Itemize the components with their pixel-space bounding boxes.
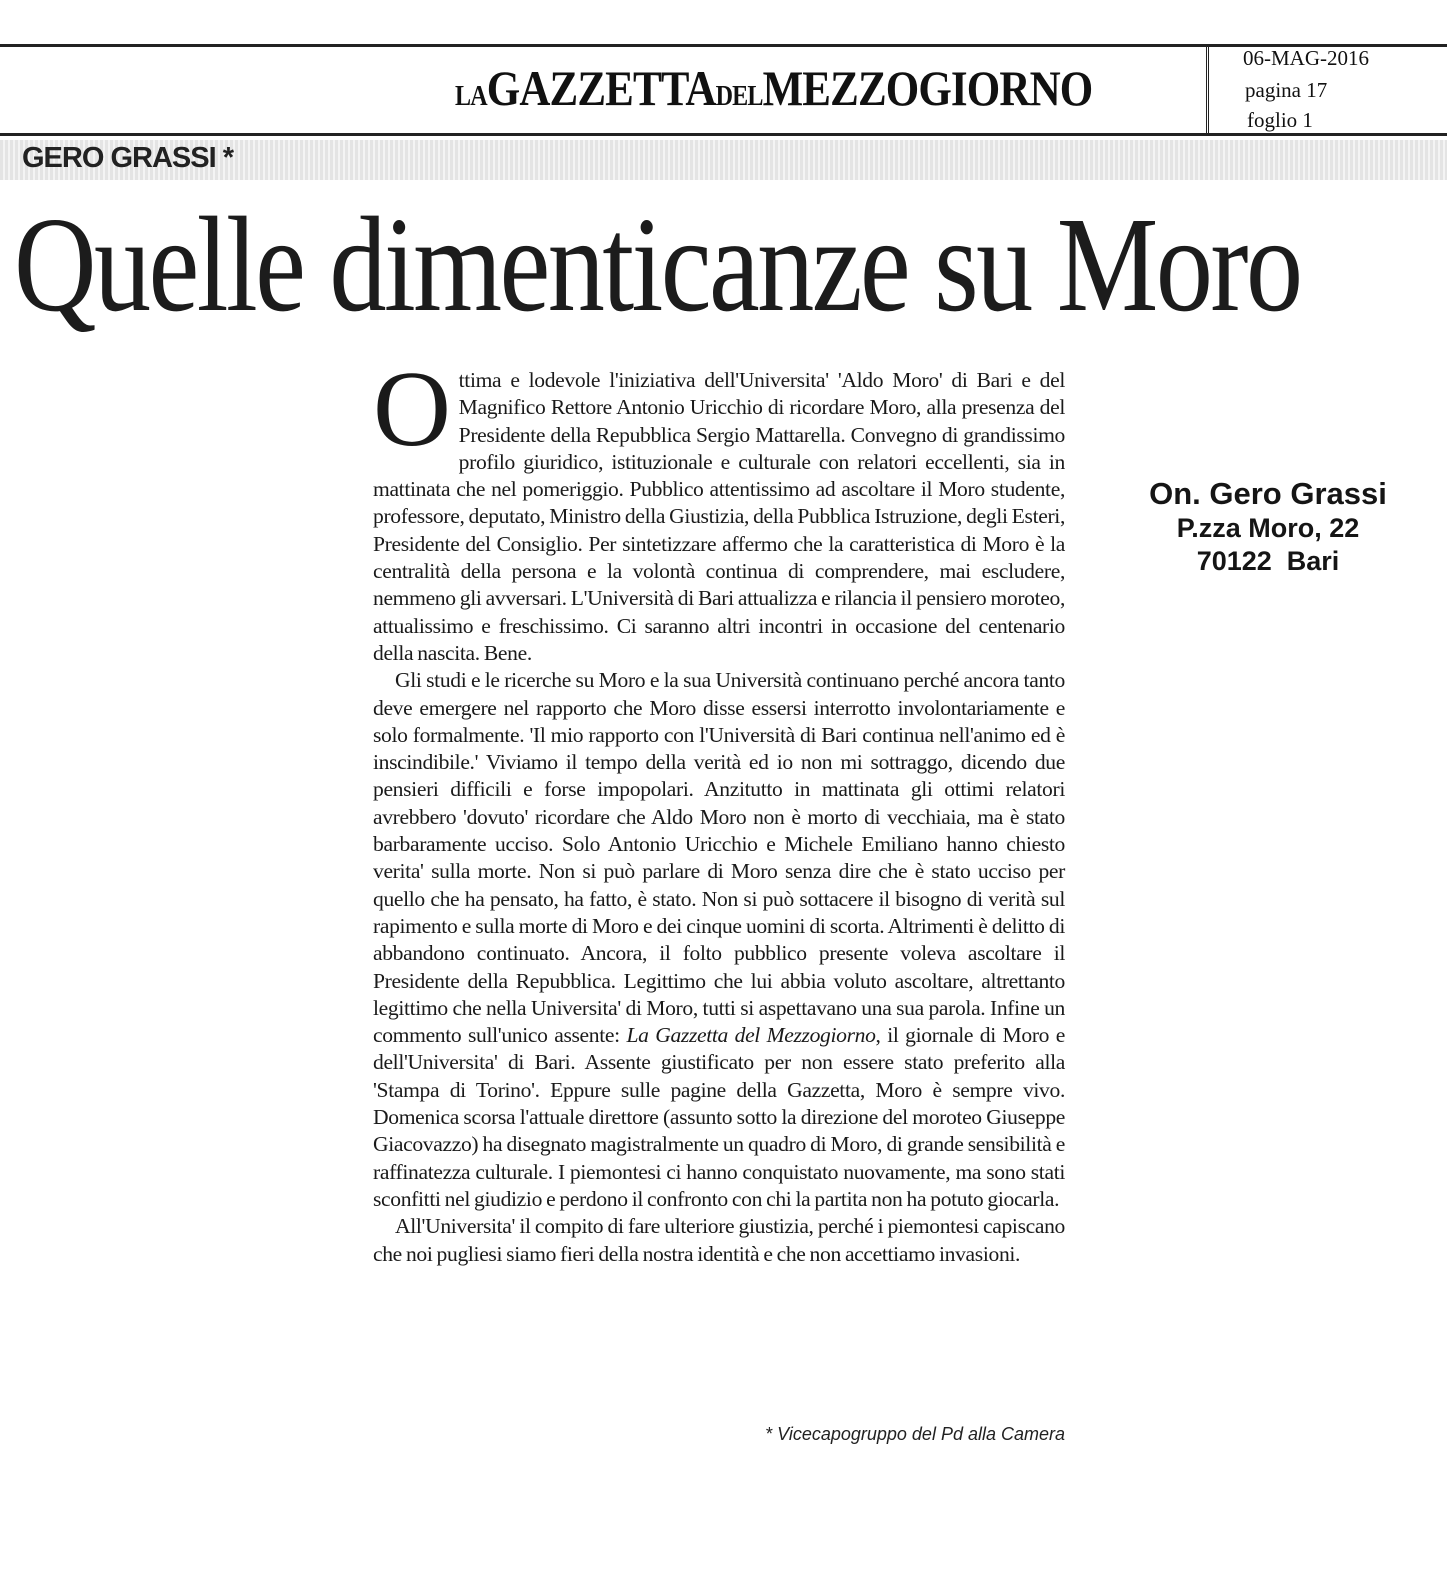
newspaper-name-italic: La Gazzetta del Mezzogiorno bbox=[626, 1023, 876, 1048]
stamp-street: P.zza Moro, 22 bbox=[1176, 513, 1360, 543]
masthead-gazzetta: GAZZETTA bbox=[486, 60, 716, 116]
masthead-la: LA bbox=[455, 81, 487, 112]
stamp-city: 70122 Bari bbox=[1196, 546, 1340, 576]
newspaper-masthead bbox=[455, 59, 1092, 117]
address-stamp bbox=[1118, 476, 1418, 578]
paragraph-3: All'Universita' il compito di fare ulteriore giustizia, perché i piemontesi capiscano che noi pugliesi siamo fieri della nostra identità e che non accettiamo invasioni. bbox=[373, 1214, 1065, 1266]
paragraph-1 bbox=[373, 350, 1065, 667]
masthead-del: DEL bbox=[715, 81, 763, 112]
kicker-band bbox=[0, 140, 1447, 180]
stamp-name: On. Gero Grassi bbox=[1149, 476, 1387, 511]
author-kicker: GERO GRASSI * bbox=[22, 142, 233, 174]
paragraph-2-text-a: Gli studi e le ricerche su Moro e la sua Università continuano perché ancora tanto deve emergere nel rapporto che Moro disse essersi interrotto involontariamente e solo formalmente. 'Il mio rapporto con l'Università di Bari continua nell'animo ed è inscindibile.' Viviamo il tempo della verità ed io non mi sottraggo, dicendo due pensieri difficili e forse impopolari. Anzitutto in mattinata gli ottimi relatori avrebbero 'dovuto' ricordare che Aldo Moro non è morto di vecchiaia, ma è stato barbaramente ucciso. Solo Antonio Uricchio e Michele Emiliano hanno chiesto verita' sulla morte. Non si può parlare di Moro senza dire che è stato ucciso per quello che ha pensato, ha fatto, è stato. Non si può sottacere il bisogno di verità sul rapimento e sulla morte di Moro e dei cinque uomini di scorta. Altrimenti è delitto di abbandono continuato. Ancora, il folto pubblico presente voleva ascoltare il Presidente della Repubblica. Legittimo che lui abbia voluto ascoltare, altrettanto legittimo che nella Universita' di Moro, tutti si aspettavano una sua parola. Infine un commento sull'unico assente: bbox=[373, 668, 1065, 1048]
publication-date: 06-MAG-2016 bbox=[1243, 46, 1369, 70]
drop-cap: O bbox=[373, 350, 451, 469]
article-headline: Quelle dimenticanze su Moro bbox=[14, 190, 1301, 340]
paragraph-1-text: ttima e lodevole l'iniziativa dell'Universita' 'Aldo Moro' di Bari e del Magnifico Rettore Antonio Uricchio di ricordare Moro, alla presenza del Presidente della Repubblica Sergio Mattarella. Convegno di grandissimo profilo giuridico, istituzionale e culturale con relatori eccellenti, sia in mattinata che nel pomeriggio. Pubblico attentissimo ad ascoltare il Moro studente, professore, deputato, Ministro della Giustizia, della Pubblica Istruzione, degli Esteri, Presidente del Consiglio. Per sintetizzare affermo che la caratteristica di Moro è la centralità della persona e la volontà continua di comprendere, mai escludere, nemmeno gli avversari. L'Università di Bari attualizza e rilancia il pensiero moroteo, attualissimo e freschissimo. Ci saranno altri incontri in occasione del centenario della nascita. Bene. bbox=[373, 368, 1065, 665]
paragraph-2 bbox=[373, 667, 1065, 1213]
publication-info-box bbox=[1206, 44, 1447, 136]
paragraph-2-text-b: , il giornale di Moro e dell'Universita' di Bari. Assente giustificato per non essere stato preferito alla 'Stampa di Torino'. Eppure sulle pagine della Gazzetta, Moro è sempre vivo. Domenica scorsa l'attuale direttore (assunto sotto la direzione del moroteo Giuseppe Giacovazzo) ha disegnato magistralmente un quadro di Moro, di grande sensibilità e raffinatezza culturale. I piemontesi ci hanno conquistato nuovamente, ma sono stati sconfitti nel giudizio e perdono il confronto con chi la partita non ha potuto giocarla. bbox=[373, 1023, 1065, 1211]
masthead-band bbox=[0, 44, 1447, 136]
masthead-mezzogiorno: MEZZOGIORNO bbox=[762, 60, 1093, 116]
article-body bbox=[373, 350, 1065, 1268]
page-number: pagina 17 bbox=[1245, 78, 1328, 102]
author-footnote: * Vicecapogruppo del Pd alla Camera bbox=[765, 1424, 1065, 1444]
sheet-number: foglio 1 bbox=[1247, 108, 1313, 132]
